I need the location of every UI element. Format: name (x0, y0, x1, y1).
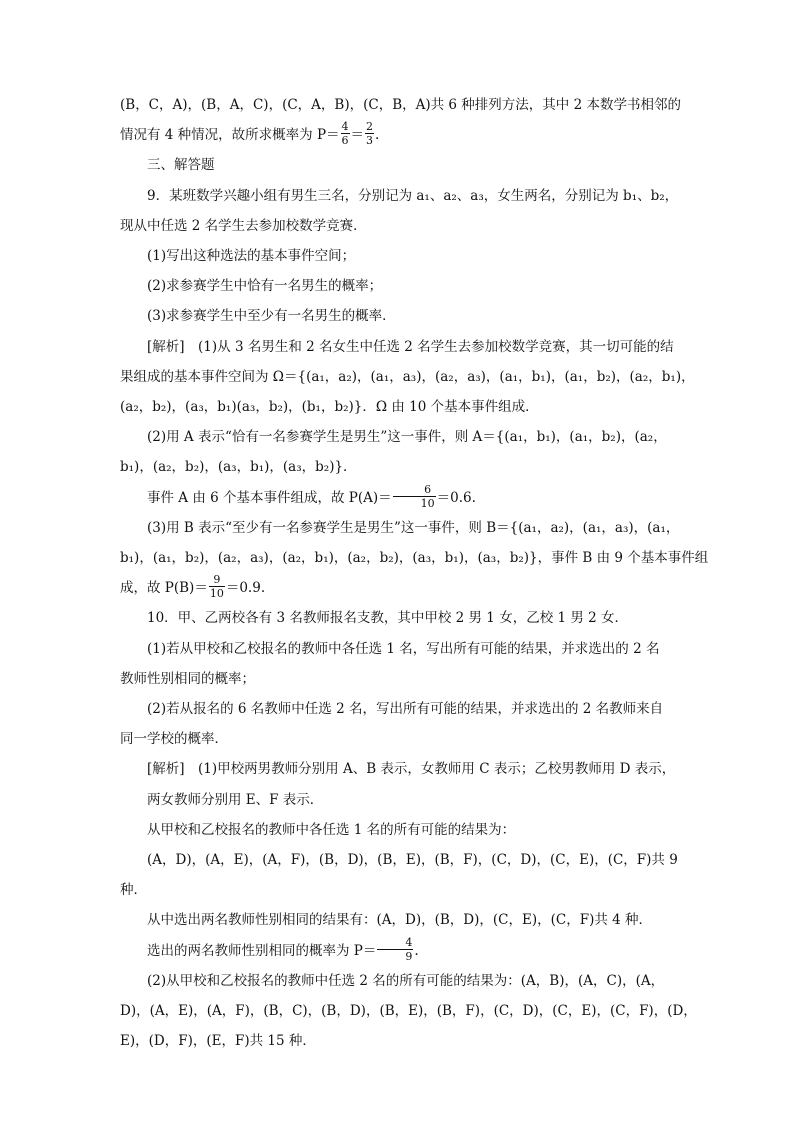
text-line (120, 422, 680, 452)
line-text: b₁)，(a₂，b₂)，(a₃，b₁)，(a₃，b₂)}． (120, 459, 357, 476)
fraction (393, 483, 436, 510)
text-line (120, 362, 695, 392)
line-text: 果组成的基本事件空间为 Ω＝{(a₁，a₂)，(a₁，a₃)，(a₂，a₃)，(a₁，b₁)，(a₁，b₂)，(a₂，b₁)， (120, 368, 695, 385)
line-text: (3)用 B 表示“至少有一名参赛学生是男生”这一事件，则 B＝{(a₁，a₂)，(a₁，a₃)，(a₁， (147, 519, 680, 536)
text-line (120, 815, 680, 845)
line-end: ＝0.9. (225, 580, 266, 597)
text-line (120, 785, 680, 815)
text-line (120, 603, 680, 633)
line-text: [解析] (1)甲校两男教师分别用 A、B 表示，女教师用 C 表示；乙校男教师用 D 表示， (147, 761, 676, 778)
text-line (120, 301, 680, 331)
text-line (120, 120, 680, 150)
text-line (120, 483, 680, 513)
line-text: (B，C，A)，(B，A，C)，(C，A，B)，(C，B，A)共 6 种排列方法，其中 2 本数学书相邻的 (120, 97, 681, 113)
line-end: . (375, 127, 380, 144)
line-text: (2)求参赛学生中恰有一名男生的概率； (147, 278, 383, 295)
fraction-denominator: 3 (366, 134, 374, 148)
line-text: 从中选出两名教师性别相同的结果有：(A，D)，(B，D)，(C，E)，(C，F)共 4 种． (147, 912, 653, 929)
text-line (120, 724, 680, 754)
line-text: 9．某班数学兴趣小组有男生三名，分别记为 a₁、a₂、a₃，女生两名，分别记为 b₁、b₂， (147, 187, 679, 204)
document-page (120, 90, 709, 1057)
line-text: 成，故 P(B)＝ (120, 580, 208, 597)
line-text: 事件 A 由 6 个基本事件组成，故 P(A)＝ (147, 489, 392, 506)
line-text: E)，(D，F)，(E，F)共 15 种． (120, 1033, 316, 1050)
line-end: . (414, 942, 419, 959)
text-line (120, 754, 680, 784)
line-text: 同一学校的概率． (120, 731, 228, 748)
text-line (120, 452, 680, 482)
fraction (209, 573, 225, 600)
text-line (120, 573, 680, 603)
fraction (365, 120, 374, 147)
text-line (120, 664, 680, 694)
fraction-denominator: 6 (341, 134, 349, 148)
text-line (120, 694, 680, 724)
line-text: (2)若从报名的 6 名教师中任选 2 名，写出所有可能的结果，并求选出的 2 名教师来自 (147, 701, 664, 718)
fraction-numerator: 6 (393, 483, 436, 497)
text-line (120, 513, 680, 543)
line-text: 情况有 4 种情况，故所求概率为 P＝ (120, 127, 340, 144)
text-line (120, 1026, 680, 1056)
text-line (120, 845, 680, 875)
text-line (120, 875, 680, 905)
line-text: 两女教师分别用 E、F 表示． (147, 791, 324, 808)
text-line (120, 332, 680, 362)
fraction-denominator: 9 (405, 949, 413, 963)
fraction-numerator: 4 (341, 120, 349, 134)
line-text: 10．甲、乙两校各有 3 名教师报名支教，其中甲校 2 男 1 女，乙校 1 男 2 女． (147, 610, 629, 627)
line-text: 从甲校和乙校报名的教师中各任选 1 名的所有可能的结果为： (147, 821, 516, 838)
text-line (120, 211, 680, 241)
fraction-numerator: 9 (209, 573, 225, 587)
line-text: 教师性别相同的概率； (120, 670, 255, 687)
text-line (120, 634, 680, 664)
fraction (341, 120, 350, 147)
text-line (120, 966, 680, 996)
fraction-numerator: 2 (366, 120, 374, 134)
line-text: D)，(A，E)，(A，F)，(B，C)，(B，D)，(B，E)，(B，F)，(C，D)，(C，E)，(C，F)，(D， (120, 1003, 697, 1020)
text-line (120, 543, 709, 573)
text-line (120, 241, 680, 271)
line-end: ＝0.6. (436, 489, 476, 506)
text-line (120, 936, 680, 966)
line-text: (2)用 A 表示“恰有一名参赛学生是男生”这一事件，则 A＝{(a₁，b₁)，(a₁，b₂)，(a₂， (147, 429, 667, 446)
line-text: (1)若从甲校和乙校报名的教师中各任选 1 名，写出所有可能的结果，并求选出的 2 名 (147, 640, 660, 657)
text-line (120, 996, 697, 1026)
text-line (120, 181, 680, 211)
text-line (120, 905, 680, 935)
fraction-numerator: 4 (377, 936, 413, 950)
text-line (120, 150, 680, 180)
line-text: (2)从甲校和乙校报名的教师中任选 2 名的所有可能的结果为：(A，B)，(A，C)，(A， (147, 972, 665, 989)
line-text: 三、解答题 (147, 157, 215, 174)
line-text: 选出的两名教师性别相同的概率为 P＝ (147, 942, 377, 959)
text-line (120, 392, 680, 422)
line-text: [解析] (1)从 3 名男生和 2 名女生中任选 2 名学生去参加校数学竞赛，其一切可能的结 (147, 338, 674, 355)
fraction (377, 936, 413, 963)
line-text: (A，D)，(A，E)，(A，F)，(B，D)，(B，E)，(B，F)，(C，D)，(C，E)，(C，F)共 9 (147, 852, 678, 869)
line-text: 现从中任选 2 名学生去参加校数学竞赛． (120, 217, 367, 234)
equals-sign: ＝ (350, 127, 365, 144)
line-text: (a₂，b₂)，(a₃，b₁)(a₃，b₂)，(b₁，b₂)}．Ω 由 10 个基本事件组成． (120, 399, 539, 416)
line-text: b₁)，(a₁，b₂)，(a₂，a₃)，(a₂，b₁)，(a₂，b₂)，(a₃，b₁)，(a₃，b₂)}，事件 B 由 9 个基本事件组 (120, 550, 709, 567)
fraction-denominator: 10 (420, 496, 435, 510)
text-line (120, 271, 680, 301)
fraction-denominator: 10 (209, 587, 224, 601)
line-text: (3)求参赛学生中至少有一名男生的概率． (147, 308, 396, 325)
line-text: 种． (120, 882, 147, 899)
text-line (120, 90, 680, 120)
line-text: (1)写出这种选法的基本事件空间； (147, 248, 356, 265)
